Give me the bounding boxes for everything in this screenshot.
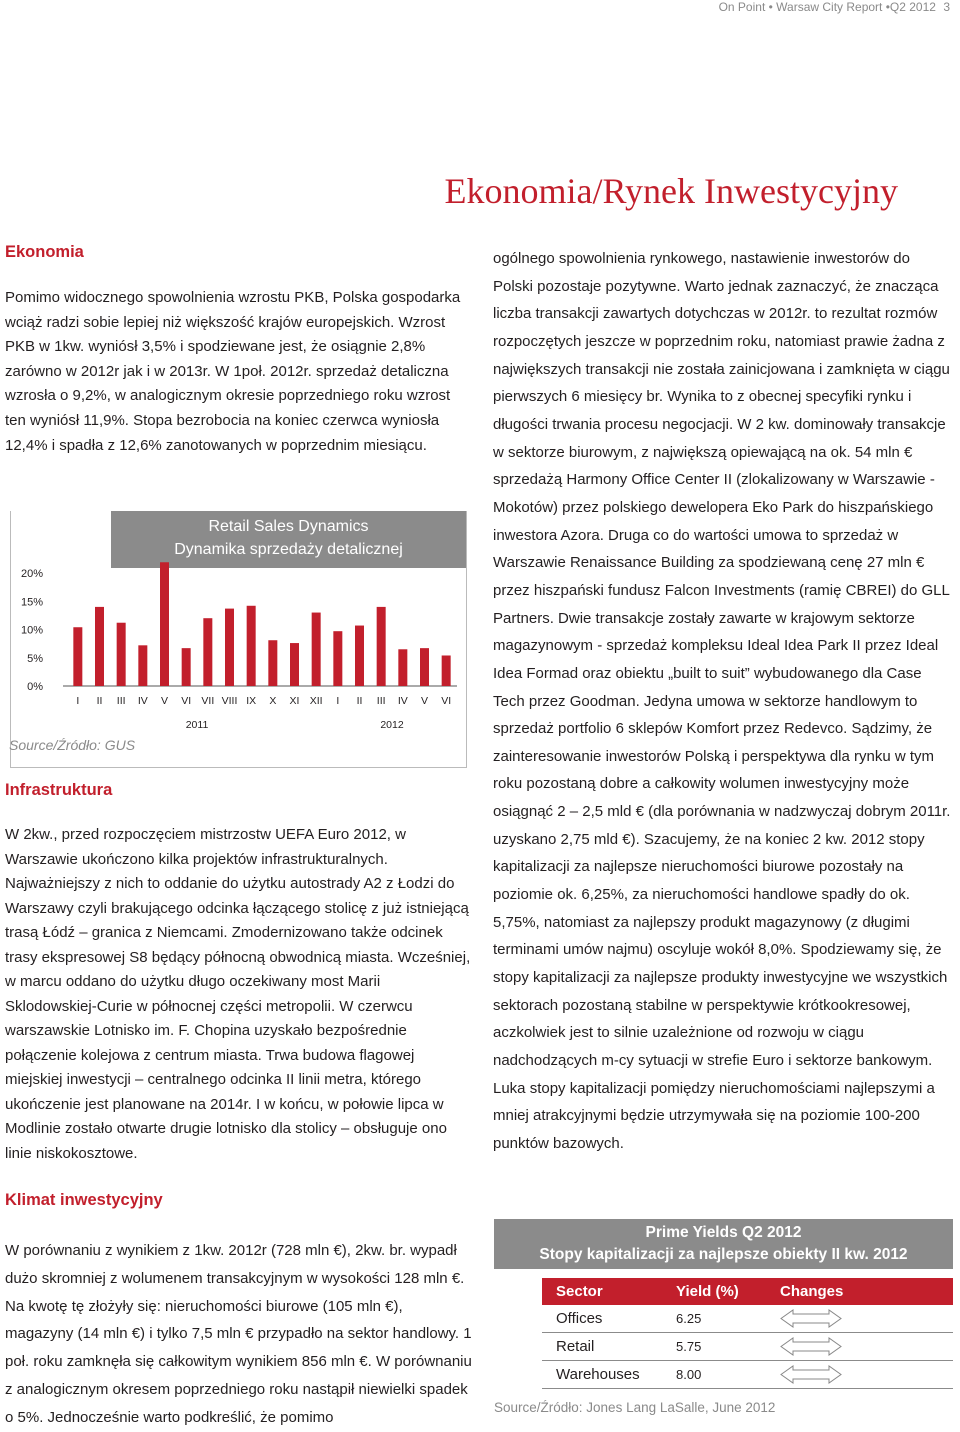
table-row <box>542 1305 953 1333</box>
bar <box>398 649 407 686</box>
column-yield: Yield (%) <box>676 1283 739 1300</box>
x-tick-label: X <box>269 695 277 707</box>
bar <box>268 640 277 686</box>
economy-heading: Ekonomia <box>5 243 84 261</box>
x-tick-label: VIII <box>221 695 238 707</box>
sector-cell: Warehouses <box>556 1366 640 1383</box>
bar <box>203 618 212 686</box>
yield-cell: 6.25 <box>676 1311 702 1326</box>
sector-cell: Offices <box>556 1310 603 1327</box>
double-arrow-icon <box>780 1365 842 1393</box>
x-tick-label: III <box>116 695 126 707</box>
infrastructure-text: W 2kw., przed rozpoczęciem mistrzostw UEFA Euro 2012, w Warszawie ukończono kilka projektów infrastrukturalnych. Najważniejszy z nich to oddanie do użytku autostrady A2 z Łodzi do Warszawy czyli brakującego odcinka łączącego stolicę z już istniejącą trasą Łódź – granica z Niemcami. Zmodernizowano także odcinek trasy ekspresowej S8 będący północną obwodnicą miasta. Wcześniej, w marcu oddano do użytku długo oczekiwany most Marii Sklodowskiej-Curie w północnej części metropolii. W czerwcu warszawskie Lotnisko im. F. Chopina uzyskało bezpośrednie połączenie kolejowa z centrum miasta. Trwa budowa flagowej miejskiej inwestycji – centralnego odcinka II linii metra, którego ukończenie jest planowane na 2014r. I w końcu, w połowie lipca w Modlinie zostało otwarte drugie lotnisko dla stolicy – obsługuje ono linie niskokosztowe. <box>5 826 471 1162</box>
yields-subtitle: Stopy kapitalizacji za najlepsze obiekty II kw. 2012 <box>539 1246 908 1263</box>
infrastructure-heading: Infrastruktura <box>5 781 113 799</box>
year-label: 2011 <box>185 719 209 731</box>
bar <box>420 648 429 686</box>
chart-title: Retail Sales Dynamics <box>208 518 369 535</box>
year-label: 2012 <box>380 719 404 731</box>
column-changes: Changes <box>780 1283 844 1300</box>
bar <box>138 645 147 686</box>
y-tick-label: 20% <box>20 568 43 580</box>
x-tick-label: IV <box>137 695 148 707</box>
page-number: 3 <box>943 0 950 14</box>
yields-title: Prime Yields Q2 2012 <box>645 1224 802 1241</box>
bar <box>117 623 126 686</box>
retail-sales-chart <box>10 511 467 768</box>
y-tick-label: 0% <box>27 681 43 693</box>
x-tick-label: XI <box>289 695 300 707</box>
x-tick-label: V <box>160 695 169 707</box>
bar <box>247 606 256 686</box>
running-header <box>719 0 950 14</box>
climate-text: W porównaniu z wynikiem z 1kw. 2012r (728 mln €), 2kw. br. wypadł dużo skromniej z wolumenem transakcyjnym w wysokości 128 mln €. Na kwotę tę złożyły się: nieruchomości biurowe (105 mln €), magazyny (14 mln €) i tylko 7,5 mln € przypadło na sektor handlowy. 1 poł. roku zamknęła się całkowitym wynikiem 856 mln €. W porównaniu z analogicznym okresem poprzedniego roku nastąpił niewielki spadek o 5%. Jednocześnie warto podkreślić, że pomimo <box>5 1242 472 1426</box>
bar <box>73 627 82 686</box>
bar <box>225 609 234 686</box>
x-tick-label: VI <box>441 695 452 707</box>
x-tick-label: V <box>420 695 429 707</box>
column-sector: Sector <box>556 1283 603 1300</box>
x-tick-label: I <box>76 695 80 707</box>
bar <box>182 648 191 686</box>
yield-cell: 5.75 <box>676 1339 702 1354</box>
running-title: On Point • Warsaw City Report •Q2 2012 <box>718 0 936 14</box>
y-tick-label: 10% <box>20 624 43 637</box>
x-tick-label: IX <box>246 695 257 707</box>
bar <box>290 643 299 686</box>
prime-yields-table <box>494 1219 953 1415</box>
page-title: Ekonomia/Rynek Inwestycyjny <box>444 171 898 211</box>
yields-column-headers <box>542 1278 953 1305</box>
sector-cell: Retail <box>556 1338 595 1355</box>
chart-source: Source/Źródło: GUS <box>9 737 136 753</box>
yields-source: Source/Źródło: Jones Lang LaSalle, June 2012 <box>494 1400 776 1415</box>
bar <box>355 626 364 686</box>
x-tick-label: II <box>356 695 363 707</box>
x-tick-label: VI <box>181 695 192 707</box>
y-tick-label: 15% <box>20 596 43 609</box>
table-row <box>542 1361 953 1389</box>
bar <box>95 607 104 686</box>
bar <box>312 613 321 686</box>
yields-header <box>494 1219 953 1269</box>
investment-text: ogólnego spowolnienia rynkowego, nastawienie inwestorów do Polski pozostaje pozytywne. Warto jednak zaznaczyć, że znacząca liczba transakcji zawartych dotychczas w 2012r. to rezultat rozmów rozpoczętych jeszcze w poprzednim roku, natomiast prawie żadna z największych transakcji nie została zainicjowana i zamknięta w ciągu pierwszych 6 miesięcy br. Wynika to z obecnej specyfiki rynku i długości trwania procesu negocjacji. W 2 kw. dominowały transakcje w sektorze biurowym, z największą opiewającą na ok. 54 mln € sprzedażą Harmony Office Center II (zlokalizowany w Warszawie - Mokotów) przez polskiego dewelopera Eko Park do hiszpańskiego inwestora Azora. Druga co do wartości umowa to sprzedaż w Warszawie Renaissance Building za spodziewaną cenę 27 mln € przez hiszpański fundusz Falcon Investments (ramię CBREI) do GLL Partners. Dwie transakcje zostały zawarte w krajowym sektorze magazynowym - sprzedaż kompleksu Ideal Idea Park II przez Ideal Idea Formad oraz obiektu „built to suit” wybudowanego dla Case Tech przez Goodman. Jedyna umowa w sektorze handlowym to sprzedaż portfolio 6 sklepów Komfort przez Redevco. Sądzimy, że zainteresowanie inwestorów Polską i perspektywa dla rynku w tym roku pozostaną dobre a całkowity wolumen inwestycyjny może osiągnąć 2 – 2,5 mld € (dla porównania w nadzwyczaj dobrym 2011r. uzyskano 2,75 mld €). Szacujemy, że na koniec 2 kw. 2012 stopy kapitalizacji za najlepsze nieruchomości biurowe pozostały na poziomie ok. 6,25%, za nieruchomości handlowe spadły do ok. 5,75%, natomiast za najlepszy produkt magazynowy (z długimi terminami umów najmu) oscyluje wokół 8,0%. Spodziewamy się, że stopy kapitalizacji za najlepsze produkty inwestycyjne we wszystkich sektorach pozostaną stabilne w perspektywie krótkookresowej, aczkolwiek jest to silnie uzależnione od rozwoju w ciągu nadchodzących m-cy sytuacji w strefie Euro i sektorze bankowym. Luka stopy kapitalizacji pomiędzy nieruchomościami najlepszymi a mniej atrakcyjnymi będzie utrzymywała się na poziomie 100-200 punktów bazowych. <box>493 250 951 1152</box>
bar <box>377 607 386 686</box>
climate-heading: Klimat inwestycyjny <box>5 1191 163 1209</box>
economy-text: Pomimo widocznego spowolnienia wzrostu PKB, Polska gospodarka wciąż radzi sobie lepiej niż większość krajów europejskich. Wzrost PKB w 1kw. wyniósł 3,5% i spodziewane jest, że osiągnie 2,8% zarówno w 2012r jak i w 2013r. W 1poł. 2012r. sprzedaż detaliczna wzrosła o 9,2%, w analogicznym okresie poprzedniego roku wzrost ten wyniósł 11,9%. Stopa bezrobocia na koniec czerwca wyniosła 12,4% i spadła z 12,6% zanotowanych w poprzednim miesiącu. <box>5 289 461 454</box>
x-tick-label: III <box>376 695 386 707</box>
x-tick-label: VII <box>201 695 215 707</box>
x-tick-label: I <box>336 695 340 707</box>
bar <box>333 631 342 686</box>
bar <box>442 655 451 686</box>
chart-subtitle: Dynamika sprzedaży detalicznej <box>174 541 403 558</box>
table-row <box>542 1333 953 1361</box>
chart-plot <box>11 511 466 767</box>
bar <box>160 562 169 686</box>
x-tick-label: XII <box>309 695 323 707</box>
y-tick-label: 5% <box>27 652 43 665</box>
x-tick-label: II <box>96 695 103 707</box>
yield-cell: 8.00 <box>676 1367 702 1382</box>
x-tick-label: IV <box>397 695 408 707</box>
